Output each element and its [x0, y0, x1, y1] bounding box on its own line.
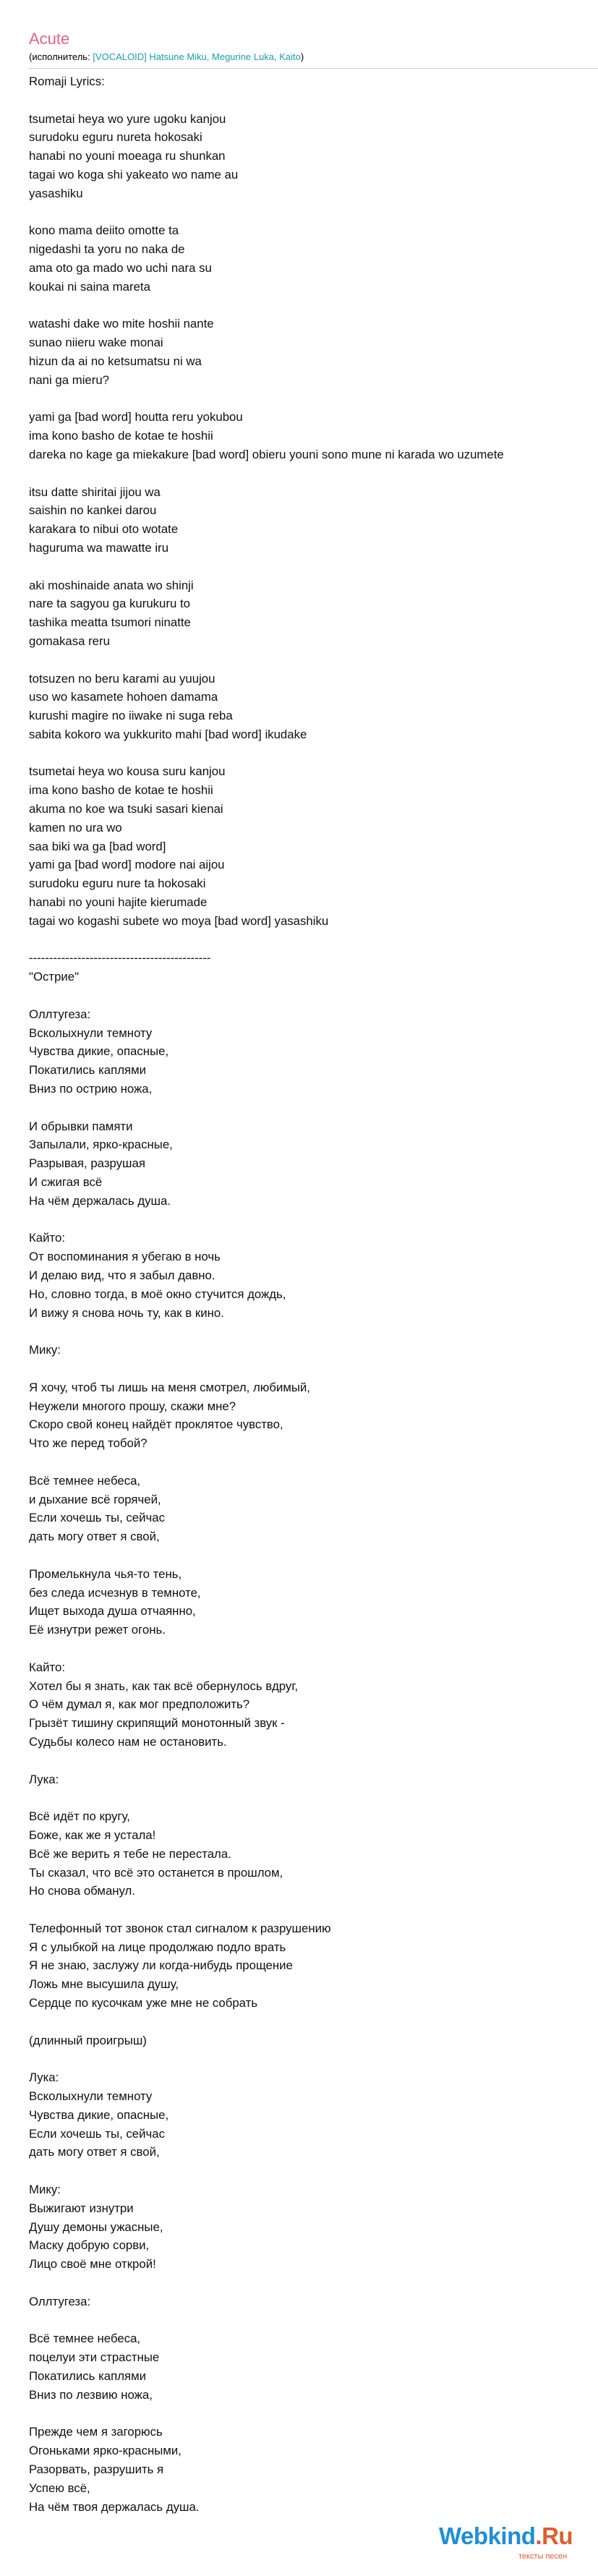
lyric-line: Я хочу, чтоб ты лишь на меня смотрел, любимый,	[29, 1380, 310, 1394]
lyric-line: ---------------------------------------------	[29, 951, 211, 965]
lyric-line: Оллтугеза:	[29, 2294, 91, 2308]
blank-line	[29, 1211, 598, 1229]
lyric-line: hanabi no youni hajite kierumade	[29, 895, 208, 910]
lyric-line: дать могу ответ я свой,	[29, 2145, 160, 2159]
lyric-line: ama oto ga mado wo uchi nara su	[29, 260, 212, 275]
lyric-line: и дыхание всё горячей,	[29, 1492, 161, 1506]
lyric-line: Успею всё,	[29, 2481, 90, 2495]
lyric-line: Промелькнула чья-то тень,	[29, 1566, 182, 1581]
blank-line	[29, 1901, 598, 1919]
lyric-line: Я с улыбкой на лице продолжаю подло врать	[29, 1940, 286, 1954]
lyric-line: yasashiku	[29, 186, 83, 200]
lyric-line: saa biki wa ga [bad word]	[29, 839, 166, 853]
lyric-line: ima kono basho de kotae te hoshii	[29, 783, 213, 798]
blank-line	[29, 1360, 598, 1378]
blank-line	[29, 1752, 598, 1770]
lyric-line: tagai wo koga shi yakeato wo name au	[29, 167, 239, 182]
blank-line	[29, 744, 598, 763]
song-header	[29, 29, 593, 64]
lyric-line: Хотел бы я знать, как так всё обернулось вдруг,	[29, 1679, 299, 1693]
lyric-line: Чувства дикие, опасные,	[29, 1044, 169, 1059]
lyric-line: Всколыхнули темноту	[29, 2089, 153, 2104]
lyric-line: Огоньками ярко-красными,	[29, 2444, 181, 2458]
lyric-line: totsuzen no beru karami au yuujou	[29, 671, 215, 686]
lyric-line: Всё же верить я тебе не перестала.	[29, 1846, 231, 1861]
blank-line	[29, 297, 598, 315]
lyric-line: И сжигая всё	[29, 1175, 103, 1190]
lyric-line: Всколыхнули темноту	[29, 1025, 153, 1040]
blank-line	[29, 203, 598, 222]
artist-suffix: )	[300, 51, 304, 62]
lyric-line: Ты сказал, что всё это останется в прошлом,	[29, 1865, 283, 1880]
lyric-line: dareka no kage ga miekakure [bad word] obieru youni sono mune ni karada wo uzumete	[29, 447, 504, 461]
lyric-line: Ложь мне высушила душу,	[29, 1977, 179, 1992]
lyric-line: saishin no kankei darou	[29, 503, 157, 518]
lyric-line: yami ga [bad word] modore nai aijou	[29, 858, 225, 872]
blank-line	[29, 2013, 598, 2031]
lyric-line: "Острие"	[29, 970, 80, 984]
blank-line	[29, 1639, 598, 1658]
lyric-line: tsumetai heya wo kousa suru kanjou	[29, 764, 226, 779]
logo-ru: .Ru	[535, 2522, 573, 2549]
blank-line	[29, 931, 598, 950]
lyric-line: На чём твоя держалась душа.	[29, 2499, 200, 2514]
lyric-line: Маску добрую сорви,	[29, 2238, 150, 2253]
lyric-line: watashi dake wo mite hoshii nante	[29, 317, 214, 331]
lyric-line: kurushi magire no iiwake ni suga reba	[29, 709, 233, 723]
lyric-line: koukai ni saina mareta	[29, 279, 150, 294]
blank-line	[29, 2162, 598, 2180]
lyric-line: Если хочешь ты, сейчас	[29, 2126, 165, 2141]
lyric-line: nigedashi ta yoru no naka de	[29, 242, 185, 257]
lyric-line: От воспоминания я убегаю в ночь	[29, 1250, 221, 1264]
lyric-line: Лицо своё мне открой!	[29, 2257, 156, 2272]
lyric-line: tsumetai heya wo yure ugoku kanjou	[29, 111, 226, 126]
lyric-line: nani ga mieru?	[29, 372, 110, 387]
lyric-line: Romaji Lyrics:	[29, 74, 105, 88]
lyric-line: Лука:	[29, 2070, 59, 2085]
artist-prefix: (исполнитель:	[29, 51, 93, 62]
blank-line	[29, 464, 598, 483]
lyric-line: Но, словно тогда, в моё окно стучится дождь,	[29, 1287, 286, 1301]
lyric-line: Разорвать, разрушить я	[29, 2462, 164, 2476]
lyric-line: Её изнутри режет огонь.	[29, 1623, 166, 1637]
lyric-line: без следа исчезнув в темноте,	[29, 1585, 201, 1600]
lyric-line: Лука:	[29, 1772, 59, 1786]
lyric-line: поцелуи эти страстные	[29, 2350, 160, 2365]
lyric-line: О чём думал я, как мог предположить?	[29, 1697, 250, 1712]
lyric-line: yami ga [bad word] houtta reru yokubou	[29, 410, 243, 425]
logo-kind: kind	[487, 2522, 536, 2549]
lyric-line: nare ta sagyou ga kurukuru to	[29, 597, 190, 611]
lyric-line: ima kono basho de kotae te hoshii	[29, 429, 213, 443]
blank-line	[29, 91, 598, 110]
lyric-line: Всё темнее небеса,	[29, 2332, 141, 2346]
lyric-line: Судьбы колесо нам не остановить.	[29, 1734, 227, 1749]
lyric-line: Ищет выхода душа отчаянно,	[29, 1604, 196, 1618]
webkind-logo[interactable]	[439, 2522, 598, 2565]
lyric-line: kono mama deiito omotte ta	[29, 223, 179, 238]
blank-line	[29, 2274, 598, 2293]
logo-wordmark	[439, 2522, 573, 2551]
lyric-line: Душу демоны ужасные,	[29, 2219, 163, 2234]
lyric-line: Прежде чем я загорюсь	[29, 2425, 163, 2439]
lyric-line: Но снова обманул.	[29, 1884, 136, 1898]
lyric-line: И обрывки памяти	[29, 1119, 133, 1133]
header-divider	[29, 68, 598, 69]
lyric-line: Грызёт тишину скрипящий монотонный звук -	[29, 1716, 285, 1731]
lyric-line: Покатились каплями	[29, 2369, 147, 2384]
lyric-line: дать могу ответ я свой,	[29, 1530, 160, 1544]
lyric-line: gomakasa reru	[29, 634, 110, 648]
lyric-line: akuma no koe wa tsuki sasari kienai	[29, 802, 223, 816]
lyric-line: Я не знаю, заслужу ли когда-нибудь прощение	[29, 1958, 293, 1973]
blank-line	[29, 1546, 598, 1565]
lyric-line: haguruma wa mawatte iru	[29, 540, 169, 555]
lyric-line: Разрывая, разрушая	[29, 1156, 145, 1171]
lyric-line: tagai wo kogashi subete wo moya [bad word] yasashiku	[29, 913, 329, 928]
lyric-line: Всё идёт по кругу,	[29, 1809, 130, 1824]
lyric-line: surudoku eguru nure ta hokosaki	[29, 877, 206, 891]
lyric-line: tashika meatta tsumori ninatte	[29, 615, 191, 630]
lyric-line: aki moshinaide anata wo shinji	[29, 578, 194, 592]
lyric-line: hizun da ai no ketsumatsu ni wa	[29, 354, 202, 368]
lyric-line: sunao niieru wake monai	[29, 336, 163, 350]
lyric-line: Телефонный тот звонок стал сигналом к разрушению	[29, 1921, 331, 1935]
lyric-line: Всё темнее небеса,	[29, 1473, 141, 1488]
lyric-line: karakara to nibui oto wotate	[29, 522, 179, 537]
lyric-line: Выжигают изнутри	[29, 2201, 134, 2215]
blank-line	[29, 1453, 598, 1472]
lyric-line: Скоро свой конец найдёт проклятое чувство,	[29, 1417, 283, 1432]
lyric-line: Если хочешь ты, сейчас	[29, 1511, 165, 1525]
lyric-line: Мику:	[29, 1343, 61, 1357]
lyric-line: Чувства дикие, опасные,	[29, 2107, 169, 2122]
lyric-line: Вниз по лезвию ножа,	[29, 2387, 153, 2402]
lyric-line: uso wo kasamete hohoen damama	[29, 690, 218, 704]
song-title: Acute	[29, 30, 70, 48]
lyric-line: Сердце по кусочкам уже мне не собрать	[29, 1996, 258, 2010]
lyric-line: Запылали, ярко-красные,	[29, 1138, 173, 1152]
lyric-line: Что же перед тобой?	[29, 1436, 148, 1451]
lyric-line: kamen no ura wo	[29, 820, 122, 835]
lyrics-body	[29, 72, 598, 2516]
lyric-line: Оллтугеза:	[29, 1007, 91, 1021]
blank-line	[29, 558, 598, 576]
lyric-line: itsu datte shiritai jijou wa	[29, 485, 161, 499]
lyric-line: Кайто:	[29, 1660, 65, 1674]
lyric-line: Кайто:	[29, 1231, 65, 1245]
blank-line	[29, 1322, 598, 1341]
logo-tagline: тексты песен	[518, 2552, 568, 2561]
lyric-line: hanabi no youni moeaga ru shunkan	[29, 149, 226, 163]
blank-line	[29, 2050, 598, 2068]
lyric-line: Неужели многого прошу, скажи мне?	[29, 1399, 236, 1413]
logo-web: Web	[439, 2522, 488, 2549]
lyric-line: И делаю вид, что я забыл давно.	[29, 1268, 215, 1282]
blank-line	[29, 2311, 598, 2330]
blank-line	[29, 1788, 598, 1807]
lyric-line: Мику:	[29, 2183, 61, 2197]
blank-line	[29, 651, 598, 670]
lyric-line: sabita kokoro wa yukkurito mahi [bad word] ikudake	[29, 727, 307, 741]
lyric-line: На чём держалась душа.	[29, 1193, 171, 1208]
blank-line	[29, 1099, 598, 1117]
lyric-line: Покатились каплями	[29, 1063, 147, 1078]
blank-line	[29, 2405, 598, 2423]
blank-line	[29, 986, 598, 1005]
lyric-line: surudoku eguru nureta hokosaki	[29, 130, 202, 145]
artist-link[interactable]: [VOCALOID] Hatsune Miku, Megurine Luka, Kaito	[93, 51, 301, 62]
lyric-line: И вижу я снова ночь ту, как в кино.	[29, 1305, 224, 1320]
lyric-line: (длинный проигрыш)	[29, 2033, 147, 2047]
artist-line	[29, 51, 593, 64]
blank-line	[29, 390, 598, 409]
lyric-line: Вниз по острию ножа,	[29, 1082, 153, 1096]
lyric-line: Боже, как же я устала!	[29, 1827, 156, 1842]
